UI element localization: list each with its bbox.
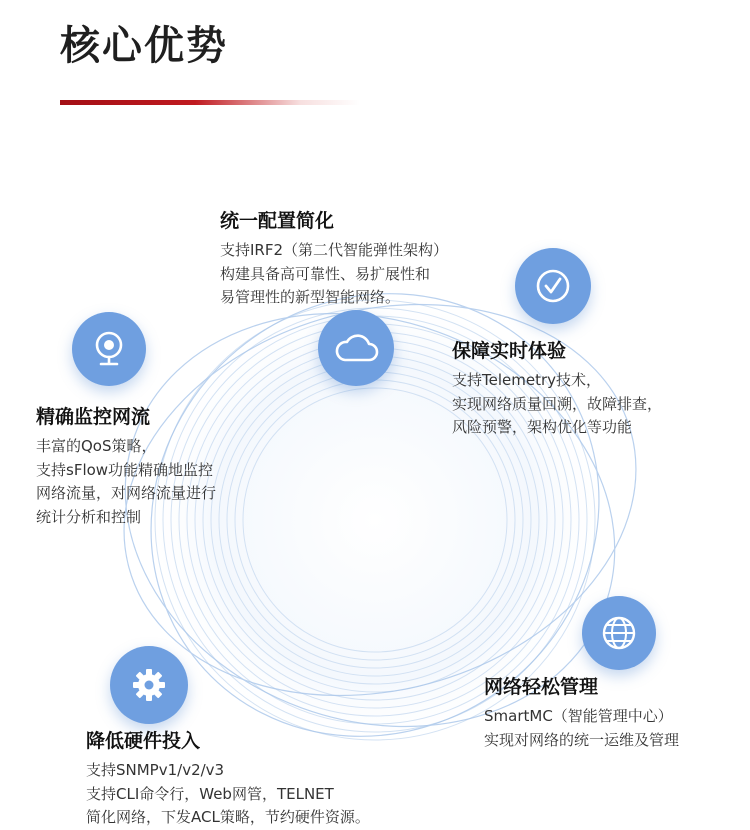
feature-line: 易管理性的新型智能网络。 (220, 288, 401, 306)
feature-heading: 保障实时体验 (452, 340, 567, 362)
globe-icon (601, 615, 637, 651)
feature-line: 支持SNMPv1/v2/v3 (86, 761, 225, 779)
cloud-icon-badge (318, 310, 394, 386)
feature-experience (452, 336, 662, 440)
checkmark-icon-badge (515, 248, 591, 324)
feature-heading: 网络轻松管理 (484, 676, 599, 698)
feature-line: 简化网络，下发ACL策略，节约硬件资源。 (86, 808, 370, 826)
feature-heading: 降低硬件投入 (86, 730, 201, 752)
cloud-icon (333, 332, 379, 364)
feature-monitoring (36, 402, 216, 529)
webcam-icon (92, 330, 126, 368)
webcam-icon-badge (72, 312, 146, 386)
feature-line: 支持IRF2（第二代智能弹性架构） (220, 241, 449, 259)
feature-line: 构建具备高可靠性、易扩展性和 (220, 264, 431, 283)
feature-heading: 统一配置简化 (220, 210, 335, 232)
gear-icon (131, 667, 167, 703)
page-title: 核心优势 (60, 23, 228, 69)
globe-icon-badge (582, 596, 656, 670)
feature-line: 统计分析和控制 (36, 507, 142, 526)
feature-line: 支持Telemetry技术， (452, 371, 602, 389)
feature-line: 支持CLI命令行，Web网管，TELNET (86, 784, 334, 803)
feature-line: 风险预警，架构优化等功能 (452, 418, 633, 436)
feature-line: 支持sFlow功能精确地监控 (36, 460, 214, 479)
feature-line: 网络流量，对网络流量进行 (36, 484, 217, 502)
feature-line: SmartMC（智能管理中心） (484, 707, 673, 725)
gear-icon-badge (110, 646, 188, 724)
feature-unified-config (220, 206, 448, 310)
feature-heading: 精确监控网流 (36, 406, 151, 428)
feature-cost (86, 726, 370, 830)
feature-line: 实现对网络的统一运维及管理 (484, 730, 680, 749)
checkmark-icon (534, 267, 572, 305)
feature-line: 实现网络质量回溯，故障排查， (452, 394, 663, 413)
feature-management (484, 672, 679, 752)
feature-line: 丰富的QoS策略， (36, 437, 157, 455)
